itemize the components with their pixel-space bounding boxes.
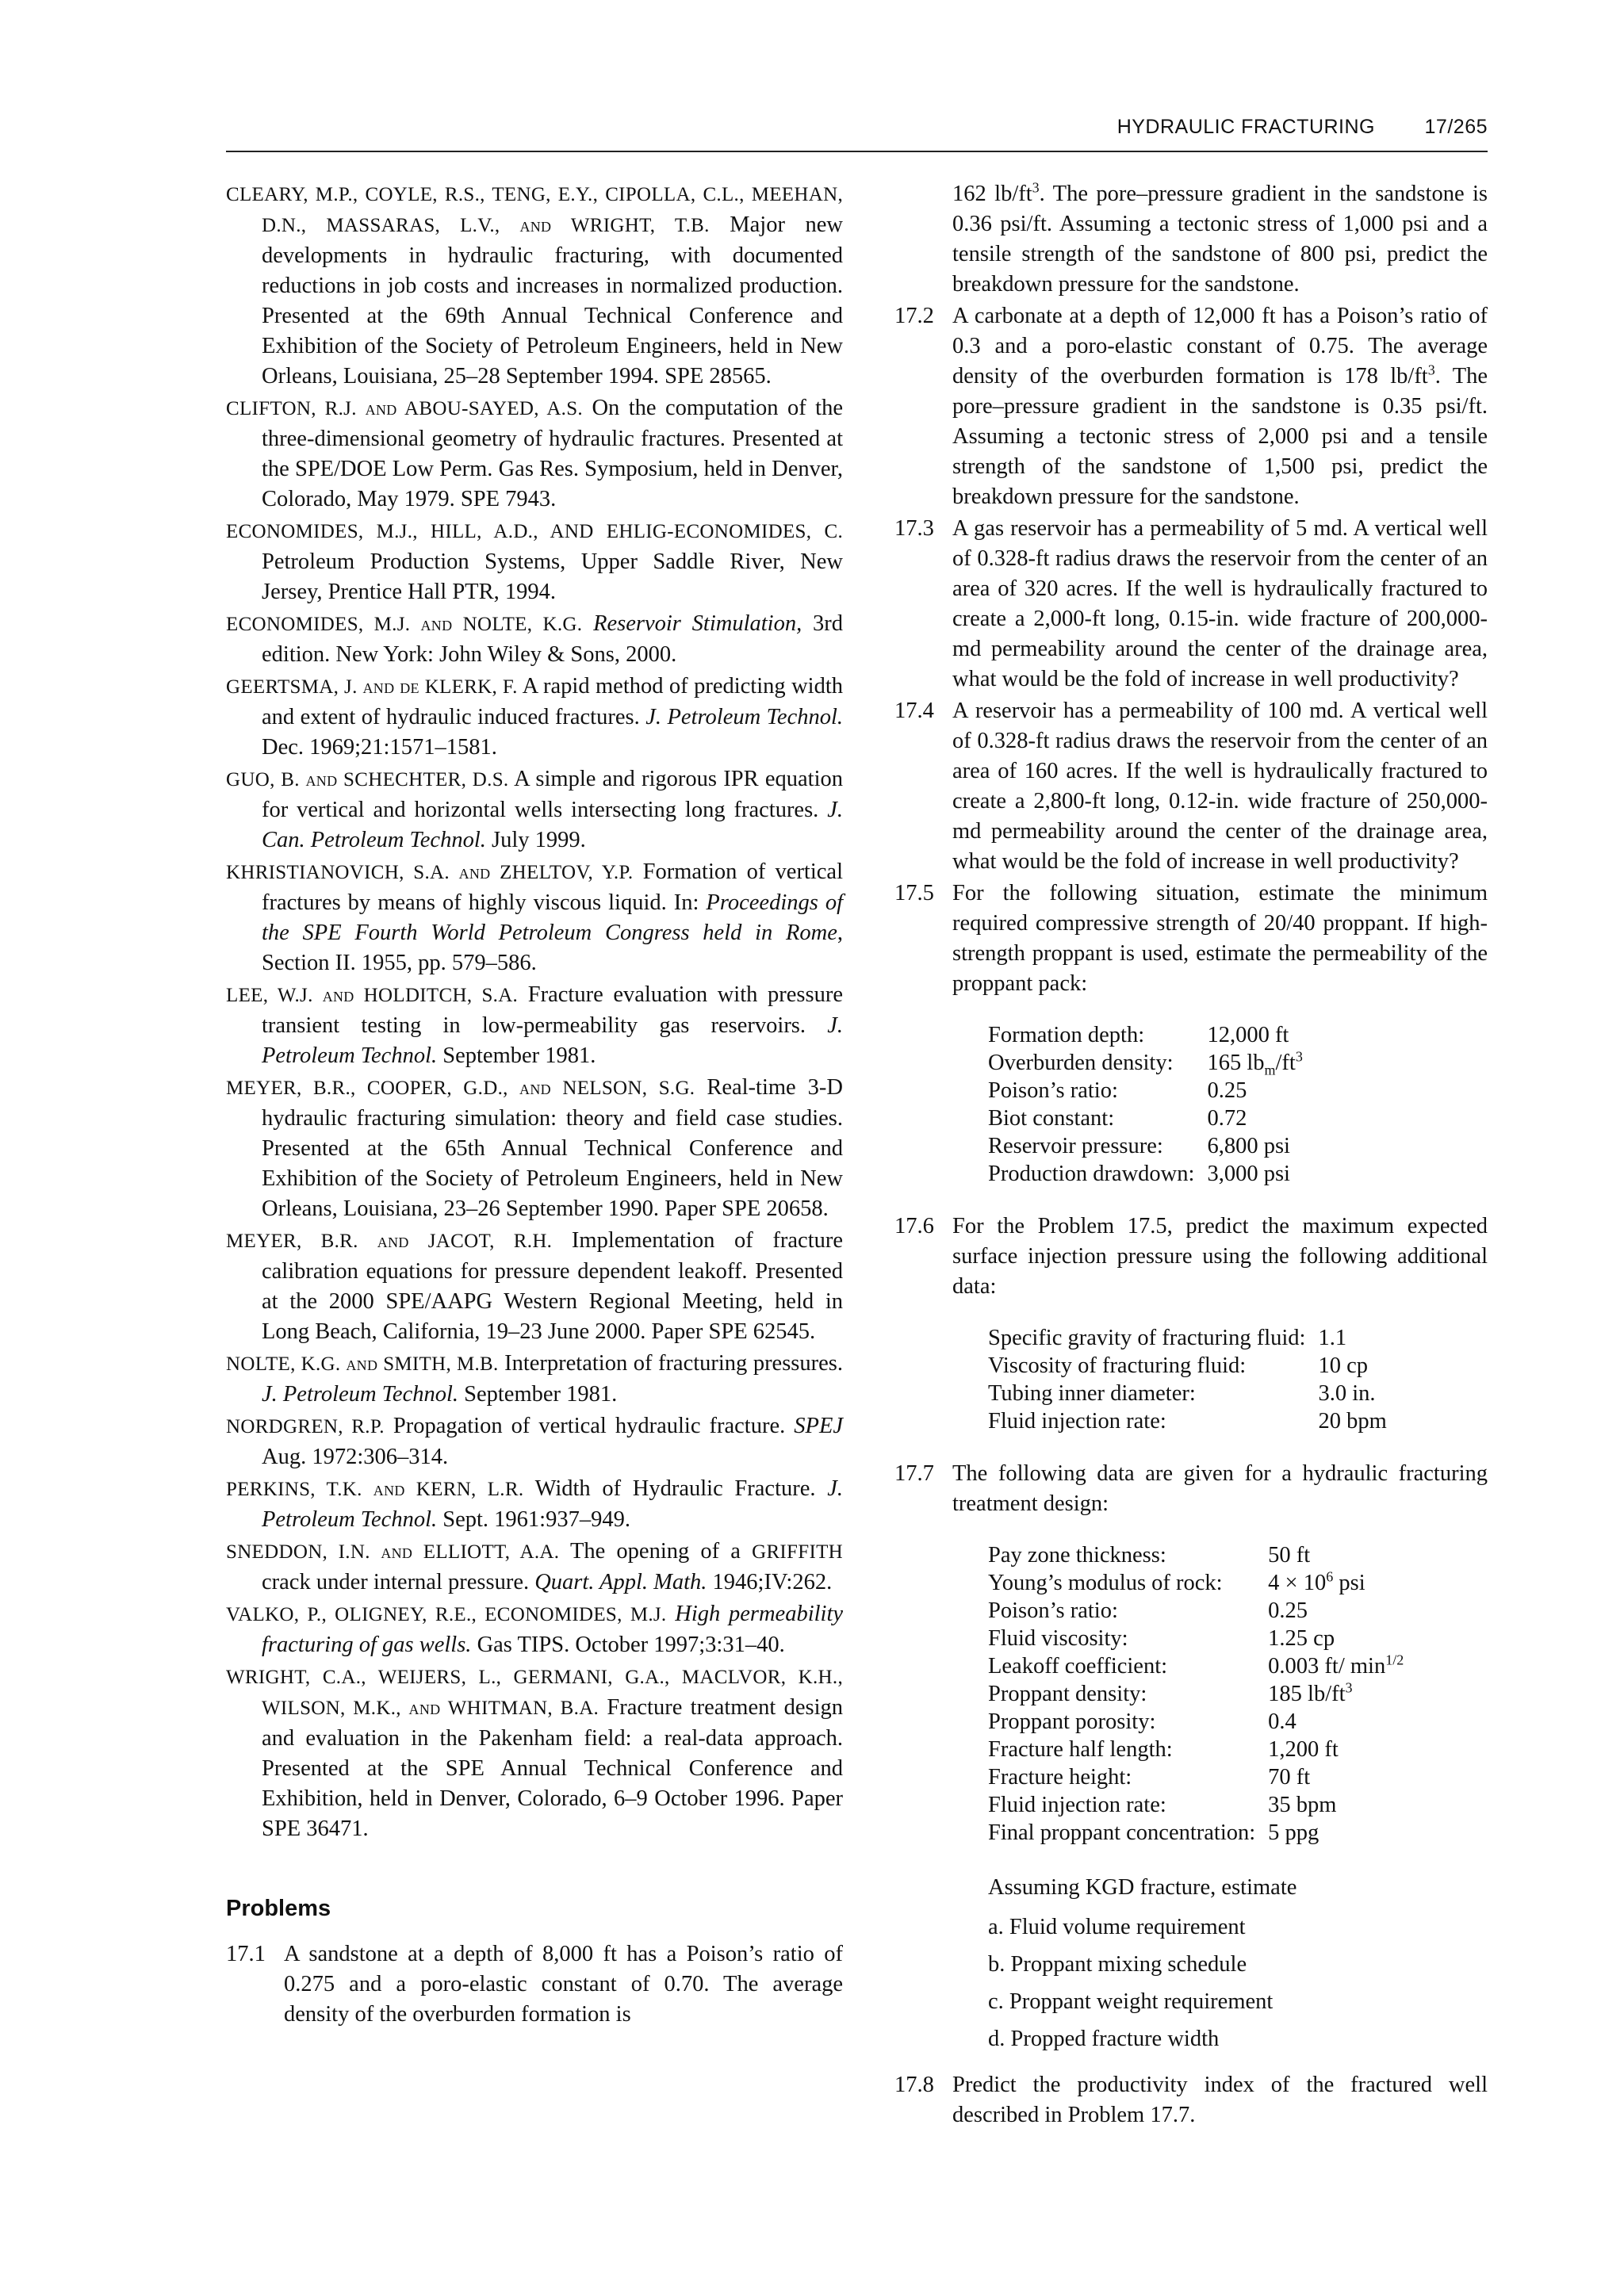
list-item: a. Fluid volume requirement [988,1915,1246,1939]
reference-entry: GEERTSMA, J. and de KLERK, F. A rapid method of predicting width and extent of hydraulic induced fractures. J. Petroleum Technol. Dec. 1969;21:1571–1581. [226,674,844,760]
problem-17-5: 17.5 For the following situation, estimate the minimum required compressive strength of 20/40 proppant. If high-strength proppant is used, estimate the permeability of the proppant pack: Formation depth: 12,000 ft Overburden density: 165 $lb_m/ft^3$ Poison’s ratio: 0.25 Biot constant: 0.72 Reservoir pressure: 6,800 psi Production drawdown: 3,000 psi [894,879,1488,1188]
header-page-number: 17/265 [1424,116,1488,138]
problem-17-3: 17.3 A gas reservoir has a permeability of 5 md. A vertical well of 0.328-ft radius draws the reservoir from the center of an area of 320 acres. If the well is hydraulically fractured to create a 2,000-ft long, 0.15-in. wide fracture of 200,000-md permeability around the center of the drainage area, what would be the fold of increase in well productivity? [894,514,1488,695]
table-row: Tubing inner diameter: 3.0 in. [988,1381,1376,1406]
problem-17-7: 17.7 The following data are given for a hydraulic fracturing treatment design: Pay zone thickness: 50 ft Young’s modulus of rock: $4 \times 10^6$ psi Poison’s ratio: 0.25 Fluid viscosity: 1.25 cp Leakoff coefficient: 0.003 ft/ $\min^{1/2}$ Proppant density: 185 $lb/ft^3$ Proppant porosity: 0.4 Fracture half length: 1,200 ft Fracture height: 70 ft Fluid injection rate: 35 bpm Final proppant concentration: 5 ppg Assuming KGD fracture, estimate a. Fluid volume requirement b. Proppant mixing schedule c. Proppant weight requirement d. Propped fracture width [894,1459,1488,2058]
reference-entry: CLEARY, M.P., COYLE, R.S., TENG, E.Y., CIPOLLA, C.L., MEEHAN, D.N., MASSARAS, L.V., and WRIGHT, T.B. Major new developments in hydraulic fracturing, with documented reductions in job costs and increases in normalized production. Presented at the 69th Annual Technical Conference and Exhibition of the Society of Petroleum Engineers, held in New Orleans, Louisiana, 25–28 September 1994. SPE 28565. [226,184,843,389]
reference-entry: SNEDDON, I.N. and ELLIOTT, A.A. The opening of a GRIFFITH crack under internal pressure. Quart. Appl. Math. 1946;IV:262. [226,1539,844,1594]
problem-number: 17.3 [894,516,934,541]
table-row: Pay zone thickness: 50 ft [988,1543,1311,1568]
table-row: Reservoir pressure: 6,800 psi [988,1134,1290,1158]
header-title: HYDRAULIC FRACTURING [1116,116,1375,138]
list-item: b. Proppant mixing schedule [988,1952,1247,1977]
problem-number: 17.7 [894,1461,934,1486]
table-row: Fracture height: 70 ft [988,1765,1311,1790]
table-row: Fluid injection rate: 35 bpm [988,1793,1337,1817]
table-row: Formation depth: 12,000 ft [988,1023,1289,1047]
table-row: Fluid viscosity: 1.25 cp [988,1626,1335,1651]
table-row: Fluid injection rate: 20 bpm [988,1409,1387,1434]
list-item: c. Proppant weight requirement [988,1989,1274,2014]
problem-number: 17.1 [226,1942,266,1966]
reference-entry: NOLTE, K.G. and SMITH, M.B. Interpretation of fracturing pressures. J. Petroleum Technol. September 1981. [226,1351,844,1407]
table-row: Leakoff coefficient: 0.003 ft/ $\min^{1/2}$ [988,1652,1404,1679]
reference-entry: VALKO, P., OLIGNEY, R.E., ECONOMIDES, M.J. High permeability fracturing of gas wells. Gas TIPS. October 1997;3:31–40. [226,1602,844,1657]
running-header [226,113,1488,152]
problem-17-6: 17.6 For the Problem 17.5, predict the maximum expected surface injection pressure using the following additional data: Specific gravity of fracturing fluid: 1.1 Viscosity of fracturing fluid: 10 cp Tubing inner diameter: 3.0 in. Fluid injection rate: 20 bpm [894,1212,1488,1435]
problem-number: 17.2 [894,304,934,328]
table-row: Proppant density: 185 $lb/ft^3$ [988,1679,1353,1706]
reference-entry: LEE, W.J. and HOLDITCH, S.A. Fracture evaluation with pressure transient testing in low-permeability gas reservoirs. J. Petroleum Technol. September 1981. [226,982,844,1068]
data-table-17-6 [988,1324,1400,1435]
problem-17-7-subitems [952,1908,1488,2058]
table-row: Production drawdown: 3,000 psi [988,1162,1290,1186]
left-column [226,179,843,2030]
table-row: Poison’s ratio: 0.25 [988,1078,1247,1103]
problem-17-8: 17.8 Predict the productivity index of the fractured well described in Problem 17.7. [894,2070,1488,2130]
problem-number: 17.5 [894,881,934,905]
data-table-17-5 [988,1021,1316,1188]
table-row: Poison’s ratio: 0.25 [988,1598,1308,1623]
reference-entry: ECONOMIDES, M.J. and NOLTE, K.G. Reservoir Stimulation, 3rd edition. New York: John Wiley & Sons, 2000. [226,611,844,667]
reference-entry: MEYER, B.R., COOPER, G.D., and NELSON, S.G. Real-time 3-D hydraulic fracturing simulation: theory and field case studies. Presented at the 65th Annual Technical Conference and Exhibition of the Society of Petroleum Engineers, held in New Orleans, Louisiana, 23–26 September 1990. Paper SPE 20658. [226,1075,843,1221]
table-row: Specific gravity of fracturing fluid: 1.1 [988,1326,1347,1350]
problem-number: 17.4 [894,699,934,723]
problem-number: 17.8 [894,2073,934,2097]
problem-17-2: 17.2 A carbonate at a depth of 12,000 ft has a Poison’s ratio of 0.3 and a poro-elastic constant of 0.75. The average density of the overburden formation is 178 $lb/ft^3$. The pore–pressure gradient in the sandstone is 0.35 psi/ft. Assuming a tectonic stress of 2,000 psi and a tensile strength of the sandstone of 1,500 psi, predict the breakdown pressure for the sandstone. [894,301,1488,512]
reference-entry: PERKINS, T.K. and KERN, L.R. Width of Hydraulic Fracture. J. Petroleum Technol. Sept. 1961:937–949. [226,1476,843,1532]
reference-entry: WRIGHT, C.A., WEIJERS, L., GERMANI, G.A., MACLVOR, K.H., WILSON, M.K., and WHITMAN, B.A. Fracture treatment design and evaluation in the Pakenham field: a real-data approach. Presented at the SPE Annual Technical Conference and Exhibition, held in Denver, Colorado, 6–9 October 1996. Paper SPE 36471. [226,1667,843,1841]
table-row: Fracture half length: 1,200 ft [988,1737,1339,1762]
reference-entry: CLIFTON, R.J. and ABOU-SAYED, A.S. On the computation of the three-dimensional geometry of hydraulic fractures. Presented at the SPE/DOE Low Perm. Gas Res. Symposium, held in Denver, Colorado, May 1979. SPE 7943. [226,396,844,511]
problems-heading: Problems [226,1896,331,1921]
reference-entry: KHRISTIANOVICH, S.A. and ZHELTOV, Y.P. Formation of vertical fractures by means of highly viscous liquid. In: Proceedings of the SPE Fourth World Petroleum Congress held in Rome, Section II. 1955, pp. 579–586. [226,859,843,975]
right-column [894,179,1488,2130]
problem-17-7-prompt: Assuming KGD fracture, estimate [988,1875,1297,1900]
list-item: d. Propped fracture width [988,2027,1220,2051]
problem-17-1: 17.1 A sandstone at a depth of 8,000 ft has a Poison’s ratio of 0.275 and a poro-elastic constant of 0.70. The average density of the overburden formation is [226,1939,843,2030]
table-row: Young’s modulus of rock: $4 \times 10^6$ psi [988,1568,1365,1595]
table-row: Proppant porosity: 0.4 [988,1709,1297,1734]
data-table-17-7 [988,1541,1416,1847]
problem-17-4: 17.4 A reservoir has a permeability of 100 md. A vertical well of 0.328-ft radius draws the reservoir from the center of an area of 160 acres. If the well is hydraulically fractured to create a 2,800-ft long, 0.12-in. wide fracture of 250,000-md permeability around the center of the drainage area, what would be the fold of increase in well productivity? [894,696,1488,877]
reference-entry: GUO, B. and SCHECHTER, D.S. A simple and rigorous IPR equation for vertical and horizontal wells intersecting long fractures. J. Can. Petroleum Technol. July 1999. [226,767,843,852]
problem-number: 17.6 [894,1214,934,1238]
table-row: Overburden density: 165 $lb_m/ft^3$ [988,1048,1303,1078]
problem-17-1-continued: 162 $lb/ft^3$. The pore–pressure gradient in the sandstone is 0.36 psi/ft. Assuming a tectonic stress of 1,000 psi and a tensile strength of the sandstone of 800 psi, predict the breakdown pressure for the sandstone. [952,179,1488,297]
reference-entry: NORDGREN, R.P. Propagation of vertical hydraulic fracture. SPEJ Aug. 1972:306–314. [226,1414,844,1469]
table-row: Final proppant concentration: 5 ppg [988,1820,1320,1845]
reference-entry: MEYER, B.R. and JACOT, R.H. Implementation of fracture calibration equations for pressure dependent leakoff. Presented at the 2000 SPE/AAPG Western Regional Meeting, held in Long Beach, California, 19–23 June 2000. Paper SPE 62545. [226,1228,844,1344]
table-row: Biot constant: 0.72 [988,1106,1247,1131]
reference-entry: ECONOMIDES, M.J., HILL, A.D., AND EHLIG-ECONOMIDES, C. Petroleum Production Systems, Upper Saddle River, New Jersey, Prentice Hall PTR, 1994. [226,521,843,604]
table-row: Viscosity of fracturing fluid: 10 cp [988,1353,1368,1378]
